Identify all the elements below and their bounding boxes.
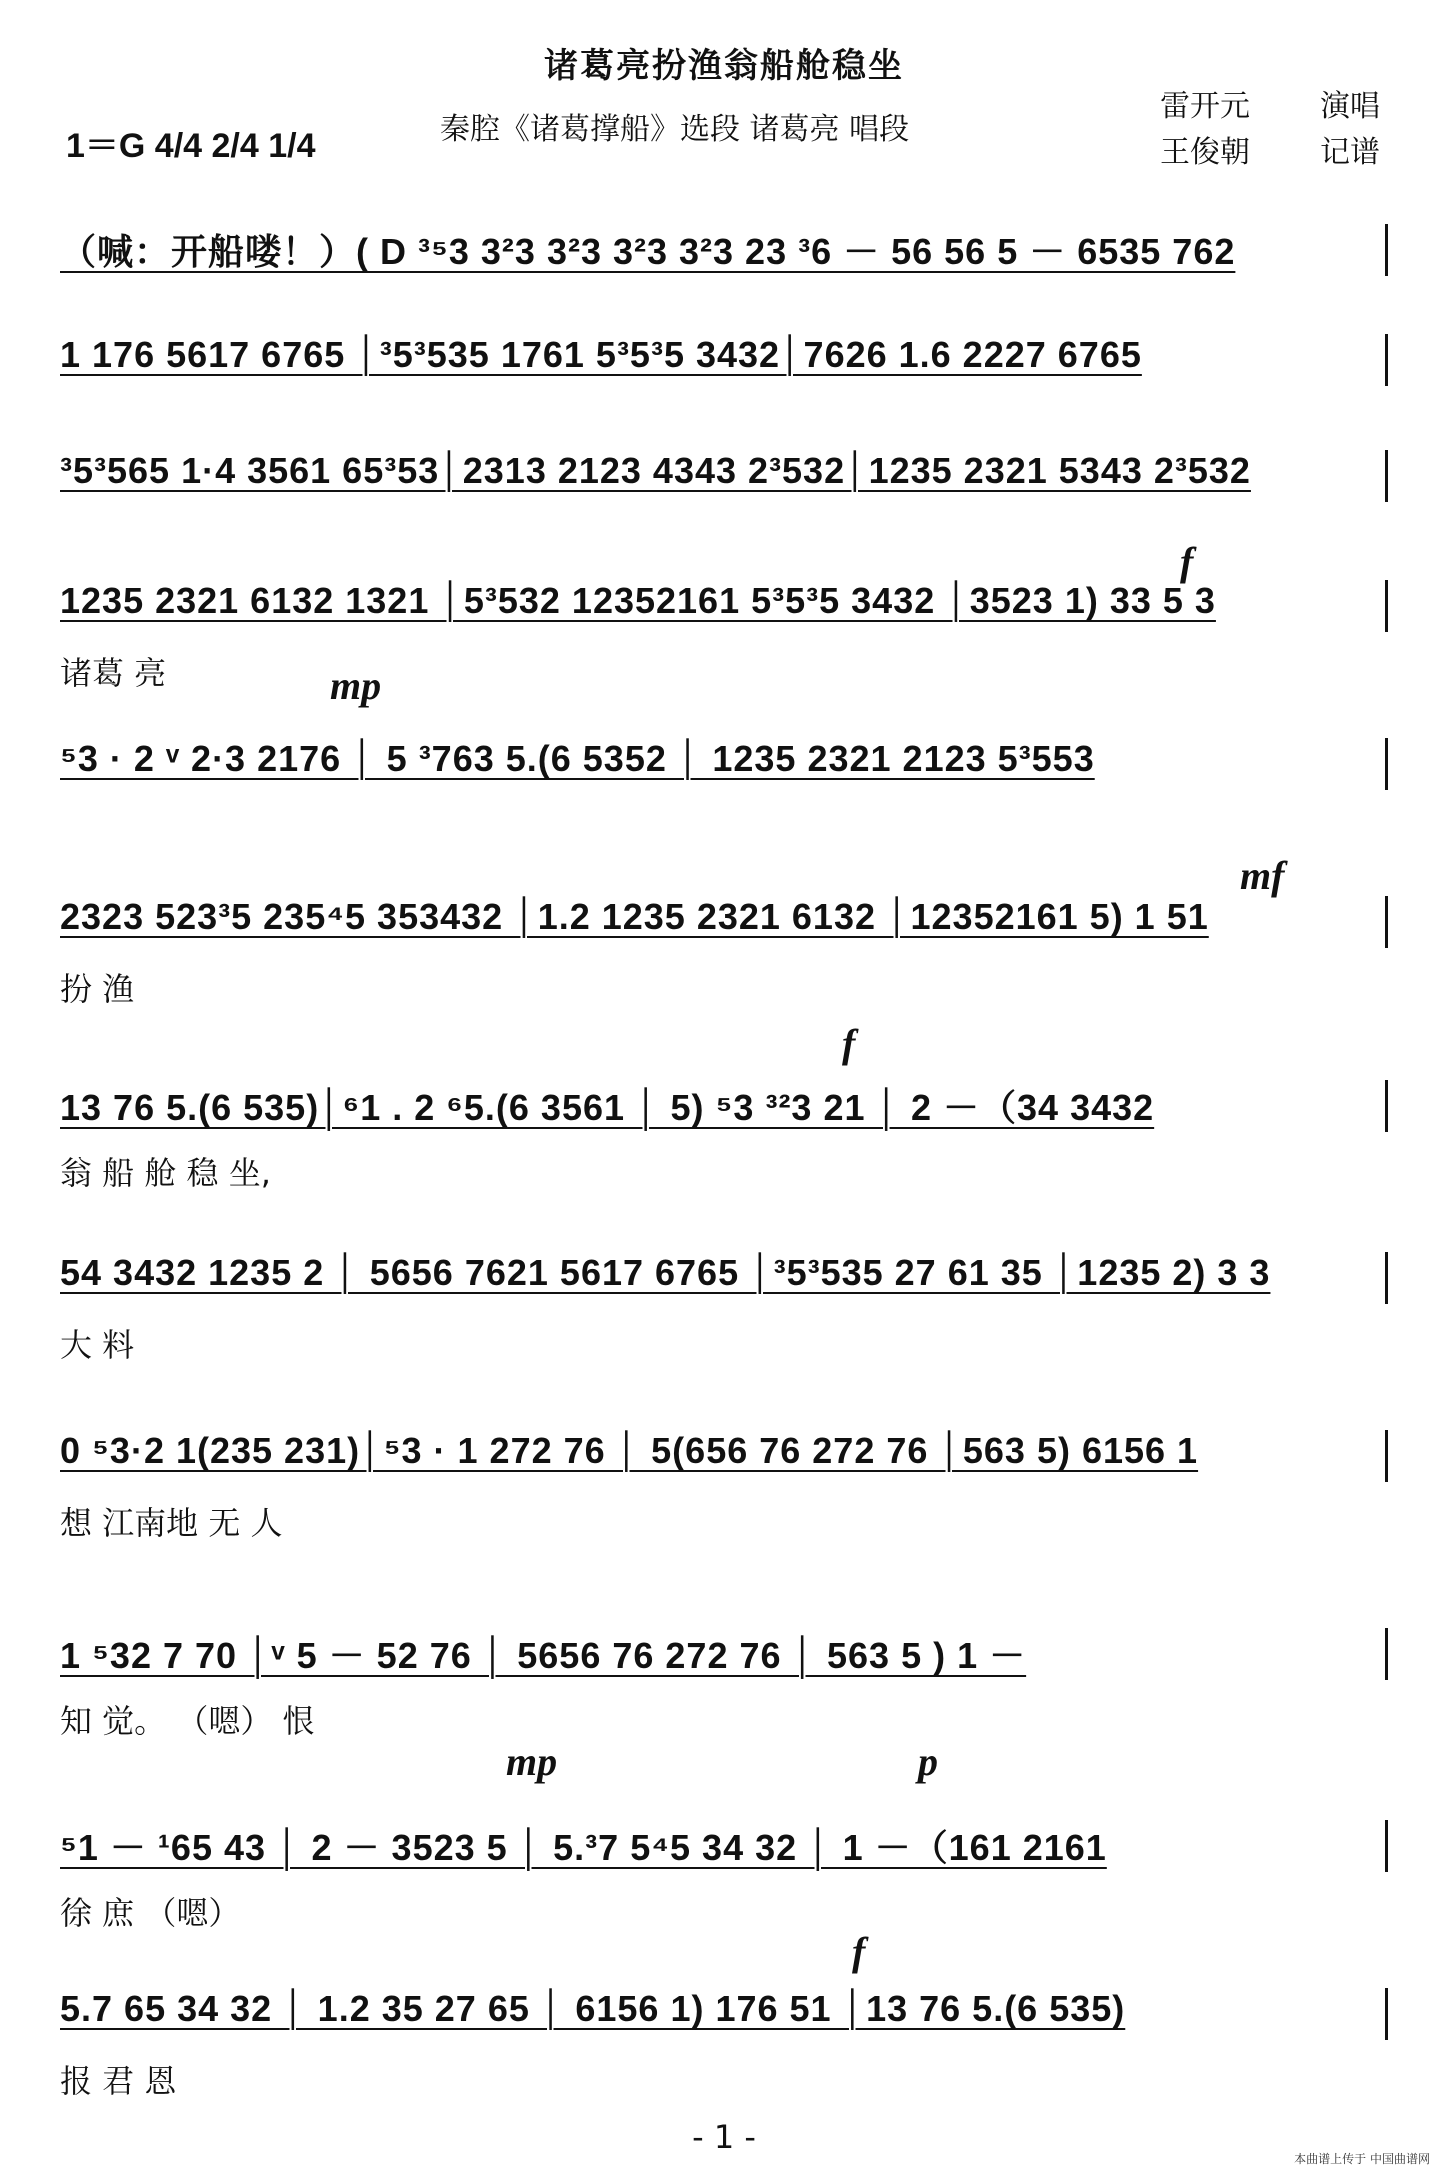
barline <box>1385 224 1388 276</box>
transcriber-role: 记谱 <box>1320 135 1380 170</box>
dynamic-marking: mp <box>330 663 382 708</box>
lyrics <box>60 402 1388 442</box>
lyrics: 翁 船 舱 稳 坐, <box>60 1154 271 1192</box>
notation: （喊：开船喽！）( D ³⁵3 3²3 3²3 3²3 3²3 23 ³6 － 56 56 5 － 6535 762 <box>60 231 1236 272</box>
barline <box>1385 896 1388 948</box>
notation: 1235 2321 6132 1321 │5³532 12352161 5³5³5 3432 │3523 1) 33 5 3 <box>60 580 1216 621</box>
notation: ⁵1 － ¹65 43 │ 2 － 3523 5 │ 5.³7 5⁴5 34 32 │ 1 －（161 2161 <box>60 1827 1107 1868</box>
key-signature: 1＝G 4/4 2/4 1/4 <box>66 127 316 165</box>
notation: 0 ⁵3·2 1(235 231)│⁵3 · 1 272 76 │ 5(656 76 272 76 │563 5) 6156 1 <box>60 1430 1199 1471</box>
dynamic-marking: mp <box>506 1739 558 1784</box>
credits <box>1160 84 1380 176</box>
barline <box>1385 580 1388 632</box>
credit-transcriber <box>1160 130 1380 176</box>
notation: ³5³565 1·4 3561 65³53│2313 2123 4343 2³532│1235 2321 5343 2³532 <box>60 450 1251 491</box>
lyrics: 诸葛 亮 <box>60 654 167 692</box>
lyrics: 知 觉。 （嗯） 恨 <box>60 1702 315 1740</box>
dynamic-marking: f <box>842 1021 856 1066</box>
notation: 2323 523³5 235⁴5 353432 │1.2 1235 2321 6132 │12352161 5) 1 51 <box>60 896 1209 937</box>
dynamic-marking: f <box>1180 539 1194 584</box>
singer-name: 雷开元 <box>1160 89 1250 124</box>
lyrics: 大 料 <box>60 1326 135 1364</box>
credit-singer <box>1160 84 1380 130</box>
notation: 54 3432 1235 2 │ 5656 7621 5617 6765 │³5³535 27 61 35 │1235 2) 3 3 <box>60 1252 1271 1293</box>
barline <box>1385 1820 1388 1872</box>
lyrics <box>60 292 1388 332</box>
barline <box>1385 1430 1388 1482</box>
barline <box>1385 1252 1388 1304</box>
barline <box>1385 1628 1388 1680</box>
barline <box>1385 738 1388 790</box>
lyrics <box>60 806 1388 846</box>
page-number: - 1 - <box>692 2118 756 2156</box>
notation: 1 176 5617 6765 │³5³535 1761 5³5³5 3432│7626 1.6 2227 6765 <box>60 334 1142 375</box>
transcriber-name: 王俊朝 <box>1160 135 1250 170</box>
barline <box>1385 334 1388 386</box>
notation: 5.7 65 34 32 │ 1.2 35 27 65 │ 6156 1) 176 51 │13 76 5.(6 535) <box>60 1988 1126 2029</box>
notation: 13 76 5.(6 535)│⁶1 . 2 ⁶5.(6 3561 │ 5) ⁵3 ³²3 21 │ 2 －（34 3432 <box>60 1087 1155 1128</box>
notation: ⁵3 · 2 ᵛ 2·3 2176 │ 5 ³763 5.(6 5352 │ 1235 2321 2123 5³553 <box>60 738 1095 779</box>
notation: 1 ⁵32 7 70 │ᵛ 5 － 52 76 │ 5656 76 272 76 │ 563 5 ) 1 － <box>60 1635 1027 1676</box>
upload-note: 本曲谱上传于 中国曲谱网 <box>1294 2152 1430 2166</box>
singer-role: 演唱 <box>1320 89 1380 124</box>
lyrics: 扮 渔 <box>60 970 135 1008</box>
barline <box>1385 450 1388 502</box>
page-title: 诸葛亮扮渔翁船舱稳坐 <box>544 46 904 86</box>
barline <box>1385 1988 1388 2040</box>
lyrics: 想 江南地 无 人 <box>60 1504 283 1542</box>
dynamic-marking: mf <box>1240 853 1285 898</box>
barline <box>1385 1080 1388 1132</box>
dynamic-marking: f <box>852 1929 866 1974</box>
dynamic-marking: p <box>918 1739 938 1784</box>
subtitle: 秦腔《诸葛撑船》选段 诸葛亮 唱段 <box>440 112 910 147</box>
lyrics: 报 君 恩 <box>60 2062 177 2100</box>
lyrics: 徐 庶 （嗯） <box>60 1894 241 1932</box>
